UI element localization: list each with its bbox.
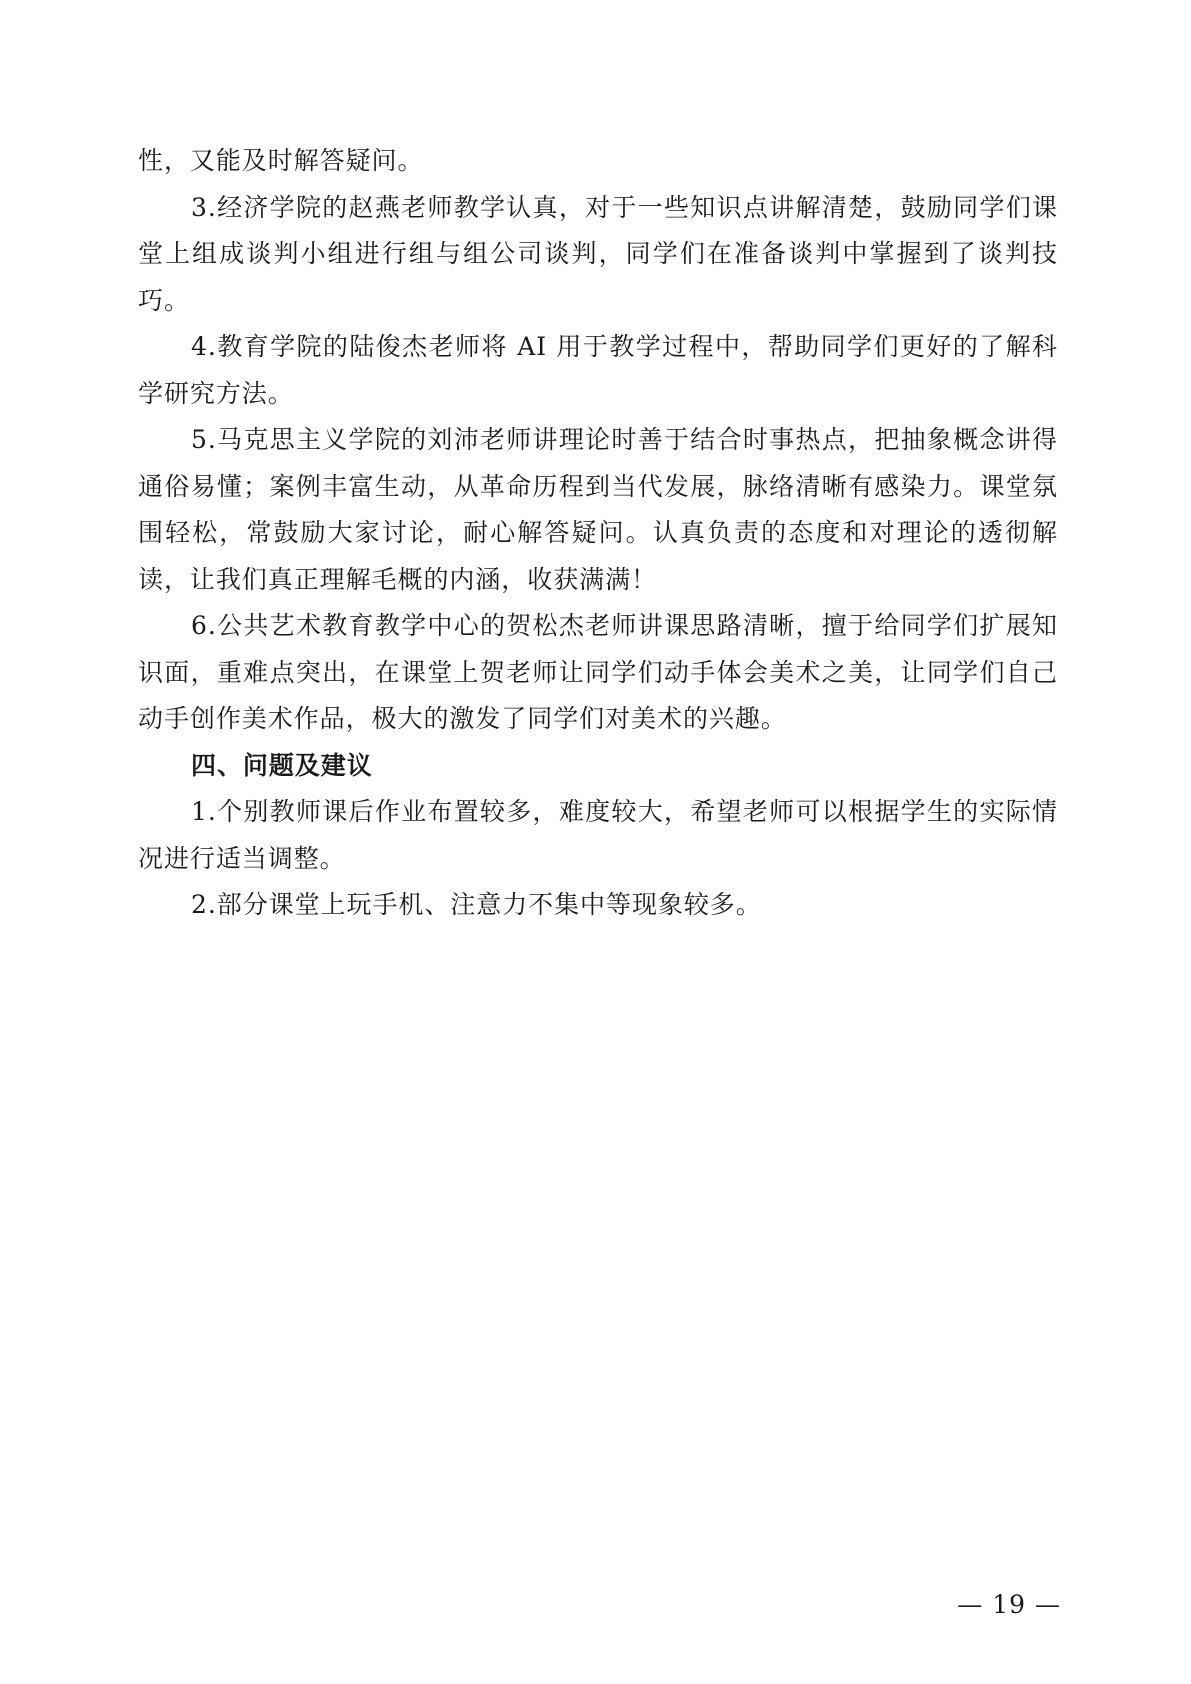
page-number: — 19 — [957, 1590, 1061, 1619]
page-content [138, 138, 1058, 929]
paragraph-item-5: 5.马克思主义学院的刘沛老师讲理论时善于结合时事热点，把抽象概念讲得通俗易懂；案例丰富生动，从革命历程到当代发展，脉络清晰有感染力。课堂氛围轻松，常鼓励大家讨论，耐心解答疑问。认真负责的态度和对理论的透彻解读，让我们真正理解毛概的内涵，收获满满！ [138, 425, 1058, 594]
paragraph-continuation: 性，又能及时解答疑问。 [138, 146, 424, 175]
paragraph-item-6: 6.公共艺术教育教学中心的贺松杰老师讲课思路清晰，擅于给同学们扩展知识面，重难点突出，在课堂上贺老师让同学们动手体会美术之美，让同学们自己动手创作美术作品，极大的激发了同学们对美术的兴趣。 [138, 611, 1058, 733]
paragraph-item-4: 4.教育学院的陆俊杰老师将 AI 用于教学过程中，帮助同学们更好的了解科学研究方法。 [138, 332, 1058, 408]
section-heading: 四、问题及建议 [191, 750, 373, 780]
paragraph-item-3: 3.经济学院的赵燕老师教学认真，对于一些知识点讲解清楚，鼓励同学们课堂上组成谈判小组进行组与组公司谈判，同学们在准备谈判中掌握到了谈判技巧。 [138, 192, 1058, 315]
suggestion-item-2: 2.部分课堂上玩手机、注意力不集中等现象较多。 [191, 890, 762, 919]
suggestion-item-1: 1.个别教师课后作业布置较多，难度较大，希望老师可以根据学生的实际情况进行适当调整。 [138, 797, 1058, 873]
